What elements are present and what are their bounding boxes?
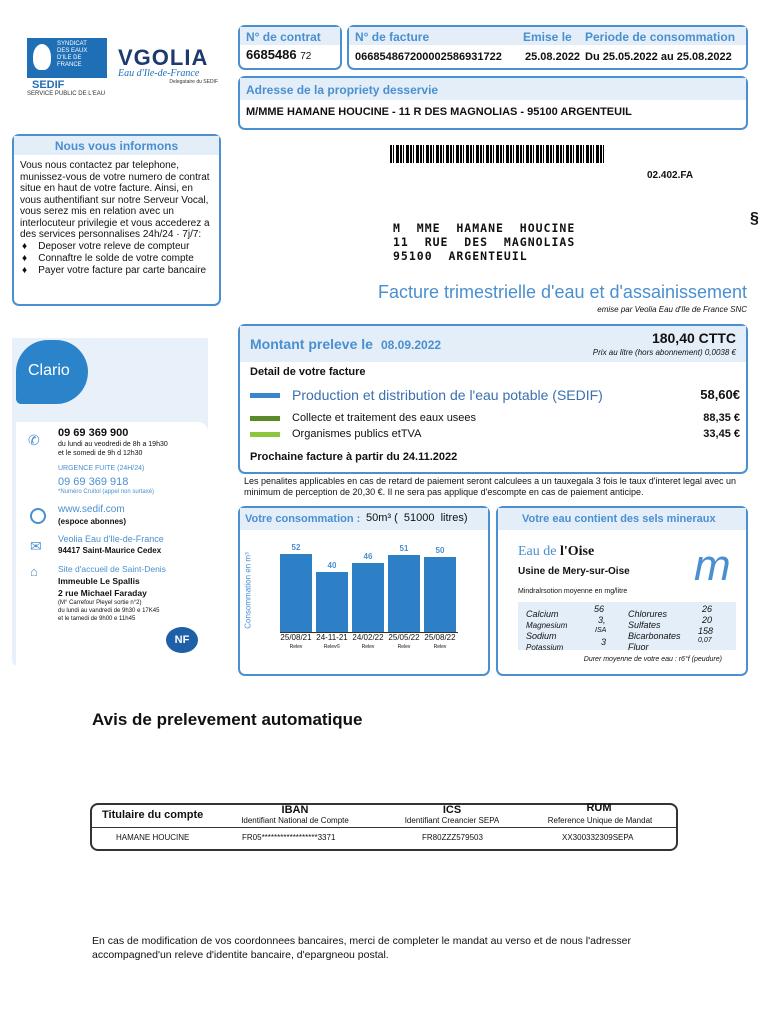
x-tick-label: 25/08/21 bbox=[280, 633, 312, 642]
table-divider bbox=[92, 827, 676, 828]
address-value: M/MME HAMANE HOUCINE - 11 R DES MAGNOLIAS - 95100 ARGENTEUIL bbox=[246, 106, 632, 118]
mineral-row: Calcium bbox=[526, 609, 559, 619]
detail-line-value: 88,35 € bbox=[703, 412, 740, 424]
web-link[interactable]: www.sedif.com bbox=[58, 504, 125, 515]
ics-value: FR80ZZZ579503 bbox=[422, 833, 483, 842]
sedif-mark-line: DES EAUX bbox=[57, 48, 88, 54]
invoice-number: 066854867200002586931722 bbox=[355, 51, 502, 63]
clario-phone: 09 69 369 900 bbox=[58, 427, 129, 439]
mailing-line: 11 RUE DES MAGNOLIAS bbox=[393, 235, 576, 249]
detail-line-sedif bbox=[250, 387, 740, 403]
detail-line-value: 33,45 € bbox=[703, 428, 740, 440]
x-tick-note: Relev bbox=[289, 644, 303, 650]
big-letter: m bbox=[694, 541, 731, 590]
minerals-title: Votre eau contient des sels mineraux bbox=[498, 508, 746, 530]
mineral-table bbox=[518, 602, 736, 650]
x-tick-label: 24-11-21 bbox=[316, 633, 348, 642]
mineral-value: 158 bbox=[698, 626, 714, 636]
bar-value-label: 51 bbox=[399, 544, 409, 553]
detail-title: Detail de votre facture bbox=[250, 366, 366, 378]
invoice-box bbox=[347, 25, 748, 70]
info-bullet-item: ♦ Payer votre facture par carte bancaire bbox=[22, 264, 207, 276]
period-label: Periode de consommation bbox=[585, 30, 736, 44]
consumption-bar bbox=[352, 563, 384, 632]
mineral-value: 26 bbox=[702, 604, 713, 614]
legend-swatch bbox=[250, 432, 280, 437]
consumption-bar bbox=[280, 554, 312, 632]
amount-date: 08.09.2022 bbox=[381, 338, 442, 352]
mineral-row: Chlorures bbox=[628, 609, 668, 619]
bank-table bbox=[90, 803, 678, 851]
sedif-subtitle: SERVICE PUBLIC DE L'EAU bbox=[27, 91, 106, 97]
consumption-bar bbox=[388, 555, 420, 632]
location-icon: ⌂ bbox=[30, 564, 38, 579]
period-value: Du 25.05.2022 au 25.08.2022 bbox=[585, 51, 732, 63]
next-invoice: Prochaine facture à partir du 24.11.2022 bbox=[250, 451, 458, 463]
consumption-value: 50m³ ( 51000 litres) bbox=[366, 512, 468, 524]
contract-box bbox=[238, 25, 342, 70]
bar-value-label: 40 bbox=[327, 561, 337, 570]
legend-swatch bbox=[250, 393, 280, 398]
rum-label: RUM bbox=[586, 802, 612, 814]
clario-badge bbox=[16, 340, 88, 404]
sedif-text: SEDIF bbox=[32, 79, 65, 91]
brand-prefix: Eau de bbox=[518, 544, 557, 559]
detail-line-organismes bbox=[250, 428, 740, 442]
footer-note: En cas de modification de vos coordonnees bancaires, merci de completer le mandat au verso et de nous l'adresser accompagned'un releve d'identite bancaire, d'epargneou postal. bbox=[92, 935, 631, 961]
urgence-label: URGENCE FUITE (24H/24) bbox=[58, 465, 145, 472]
mailing-line: M MME HAMANE HOUCINE bbox=[393, 221, 576, 235]
bar-value-label: 52 bbox=[291, 543, 301, 552]
mineral-row: Bicarbonates bbox=[628, 631, 681, 641]
ics-label: ICS bbox=[442, 804, 462, 816]
sedif-mark-line: D'ILE DE bbox=[57, 55, 82, 61]
urgence-note: *Numéro Cruitol (appel non surtaxé) bbox=[58, 489, 155, 495]
brand-name: l'Oise bbox=[559, 544, 595, 559]
mineral-row: Potassium bbox=[526, 643, 564, 652]
site-line: (M° Carrefour Pleyel sortie n°2) bbox=[58, 600, 142, 606]
nf-text: NF bbox=[174, 634, 190, 646]
clario-card bbox=[16, 422, 208, 666]
hardness-note: Durer moyenne de votre eau : r6°f (peudure) bbox=[583, 656, 722, 663]
legend-swatch bbox=[250, 416, 280, 421]
veolia-subtitle: Eau d'Ile-de-France bbox=[118, 68, 200, 79]
clario-hours: et le somedi de 9h d 12h30 bbox=[58, 450, 143, 457]
mail-icon: ✉ bbox=[30, 538, 42, 554]
x-tick-label: 24/02/22 bbox=[352, 633, 384, 642]
minerals-box bbox=[496, 506, 748, 676]
amount-label: Montant preleve le bbox=[250, 336, 373, 352]
phone-icon: ✆ bbox=[28, 432, 40, 448]
mailing-line: 95100 ARGENTEUIL bbox=[393, 249, 528, 263]
consumption-ylabel: Consommation en m³ bbox=[243, 552, 253, 629]
contract-number: 6685486 bbox=[246, 47, 297, 62]
consumption-bar bbox=[424, 557, 456, 632]
info-bullet-item: ♦ Deposer votre releve de compteur bbox=[22, 240, 190, 252]
iban-label: IBAN bbox=[281, 804, 309, 816]
mailing-address bbox=[393, 221, 575, 263]
clario-hours: du lundi au veodredi de 8h a 19h30 bbox=[58, 441, 168, 448]
sedif-logo bbox=[27, 38, 109, 96]
veolia-delegate: Delegataire du SEDIF bbox=[169, 79, 218, 85]
holder-label: Titulaire du compte bbox=[102, 809, 204, 821]
sedif-mark bbox=[27, 38, 107, 78]
rum-sub: Reference Unique de Mandat bbox=[547, 816, 653, 825]
mineral-row: Magnesium bbox=[526, 621, 568, 630]
postal-name: Veolia Eau d'Ile-de-France bbox=[58, 534, 164, 544]
price-note: Prix au litre (hors abonnement) 0,0038 € bbox=[592, 348, 736, 357]
clario-panel bbox=[12, 338, 208, 666]
invoice-title: Facture trimestrielle d'eau et d'assainissement bbox=[377, 282, 747, 302]
emise-date: 25.08.2022 bbox=[525, 51, 581, 63]
site-label: Site d'accueil de Saint-Denis bbox=[58, 564, 166, 574]
mineral-value: 0,07 bbox=[698, 637, 712, 644]
iban-sub: Identifiant National de Compte bbox=[241, 816, 349, 825]
mineral-value: 56 bbox=[594, 604, 605, 614]
mineral-value: 3, bbox=[598, 615, 606, 625]
sedif-mark-line: FRANCE bbox=[57, 62, 82, 68]
info-bullet-item: ♦ Connaftre le solde de votre compte bbox=[22, 252, 194, 264]
veolia-wordmark: VGOLIA bbox=[118, 45, 209, 70]
address-box bbox=[238, 76, 748, 130]
detail-line-label: Collecte et traitement des eaux usees bbox=[292, 412, 477, 424]
usine-name: Usine de Mery-sur-Oise bbox=[518, 566, 630, 577]
x-tick-note: Relev bbox=[433, 644, 447, 650]
x-axis-line bbox=[280, 632, 458, 633]
site-line: et le tamedi de 9h00 e 11h45 bbox=[58, 616, 136, 622]
site-line: du lundi au vandredi de 9h30 e 17K45 bbox=[58, 608, 160, 614]
nf-logo bbox=[166, 627, 198, 653]
mailing-code: 02.402.FA bbox=[647, 170, 694, 181]
prelevement-title: Avis de prelevement automatique bbox=[92, 710, 363, 729]
detail-line-label: Production et distribution de l'eau potable (SEDIF) bbox=[292, 387, 603, 403]
globe-icon bbox=[30, 508, 46, 524]
address-label: Adresse de la propriety desservie bbox=[240, 78, 746, 100]
mineral-value: 3 bbox=[601, 637, 607, 647]
x-tick-label: 25/05/22 bbox=[388, 633, 420, 642]
mineral-row: Sulfates bbox=[628, 620, 661, 630]
mineral-value: ISA bbox=[595, 627, 607, 634]
bar-value-label: 46 bbox=[363, 552, 373, 561]
mineral-note: Mindralrsotion moyenne en mg/litre bbox=[518, 588, 628, 595]
barcode bbox=[390, 145, 606, 163]
info-box bbox=[12, 134, 221, 306]
holder-value: HAMANE HOUCINE bbox=[116, 833, 190, 842]
bar-value-label: 50 bbox=[435, 546, 445, 555]
penalty-note: Les penalites applicables en cas de retard de paiement seront calculees a un tauxegala 3 fois le taux d'interet legal avec un minimum de perception de 20,30 €. Il ne sera pas applique d'escompte en cas de paiement anticipe. bbox=[244, 476, 737, 497]
postal-addr: 94417 Saint-Maurice Cedex bbox=[58, 546, 162, 555]
amount-value: 180,40 CTTC bbox=[651, 330, 736, 346]
emise-label: Emise le bbox=[523, 30, 572, 44]
consumption-title: Votre consommation : bbox=[245, 513, 361, 525]
detail-line-value: 58,60€ bbox=[700, 387, 740, 402]
detail-line-eaux-usees bbox=[250, 412, 740, 426]
x-tick-note: Relev© bbox=[323, 644, 341, 650]
ics-sub: Identifiant Creancier SEPA bbox=[404, 816, 500, 825]
veolia-logo bbox=[118, 45, 218, 90]
info-title: Nous vous informons bbox=[14, 136, 219, 155]
invoice-issuer: emise par Veolia Eau d'Ile de France SNC bbox=[597, 305, 747, 314]
clario-brand: Clario bbox=[28, 362, 70, 379]
rum-value: XX300332309SEPA bbox=[562, 833, 634, 842]
water-brand bbox=[518, 544, 594, 560]
amount-box bbox=[238, 324, 748, 474]
sedif-mark-line: SYNDICAT bbox=[57, 41, 87, 47]
consumption-box bbox=[238, 506, 490, 676]
mineral-value: 20 bbox=[702, 615, 713, 625]
x-tick-note: Relev bbox=[397, 644, 411, 650]
mineral-row: Fluor bbox=[628, 642, 649, 652]
site-line: Immeuble Le Spallis bbox=[58, 576, 140, 586]
site-line: 2 rue Michael Faraday bbox=[58, 588, 147, 598]
consumption-bar bbox=[316, 572, 348, 632]
iban-value: FR05******************3371 bbox=[242, 833, 336, 842]
invoice-label: N° de facture bbox=[355, 30, 430, 44]
contract-label: N° de contrat bbox=[240, 27, 340, 45]
mineral-row: Sodium bbox=[526, 631, 557, 641]
urgence-phone: 09 69 369 918 bbox=[58, 476, 129, 488]
web-sub: (espoce abonnes) bbox=[58, 517, 127, 526]
x-tick-note: Relev bbox=[361, 644, 375, 650]
side-mark: § bbox=[750, 210, 759, 227]
contract-suffix: 72 bbox=[300, 51, 312, 62]
detail-line-label: Organismes publics etTVA bbox=[292, 428, 422, 440]
info-text: Vous nous contactez par telephone, munissez-vous de votre numero de contrat situe en haut de votre facture. Ainsi, en vous authentifiant sur notre Serveur Vocal, vous serez mis en relation avec un interlocuteur privilegie et vous accederez a des services personnalises 24h/24 · 7j/7: bbox=[20, 160, 210, 240]
consumption-chart bbox=[280, 542, 470, 655]
sedif-drop-icon bbox=[33, 44, 51, 70]
x-tick-label: 25/08/22 bbox=[424, 633, 456, 642]
